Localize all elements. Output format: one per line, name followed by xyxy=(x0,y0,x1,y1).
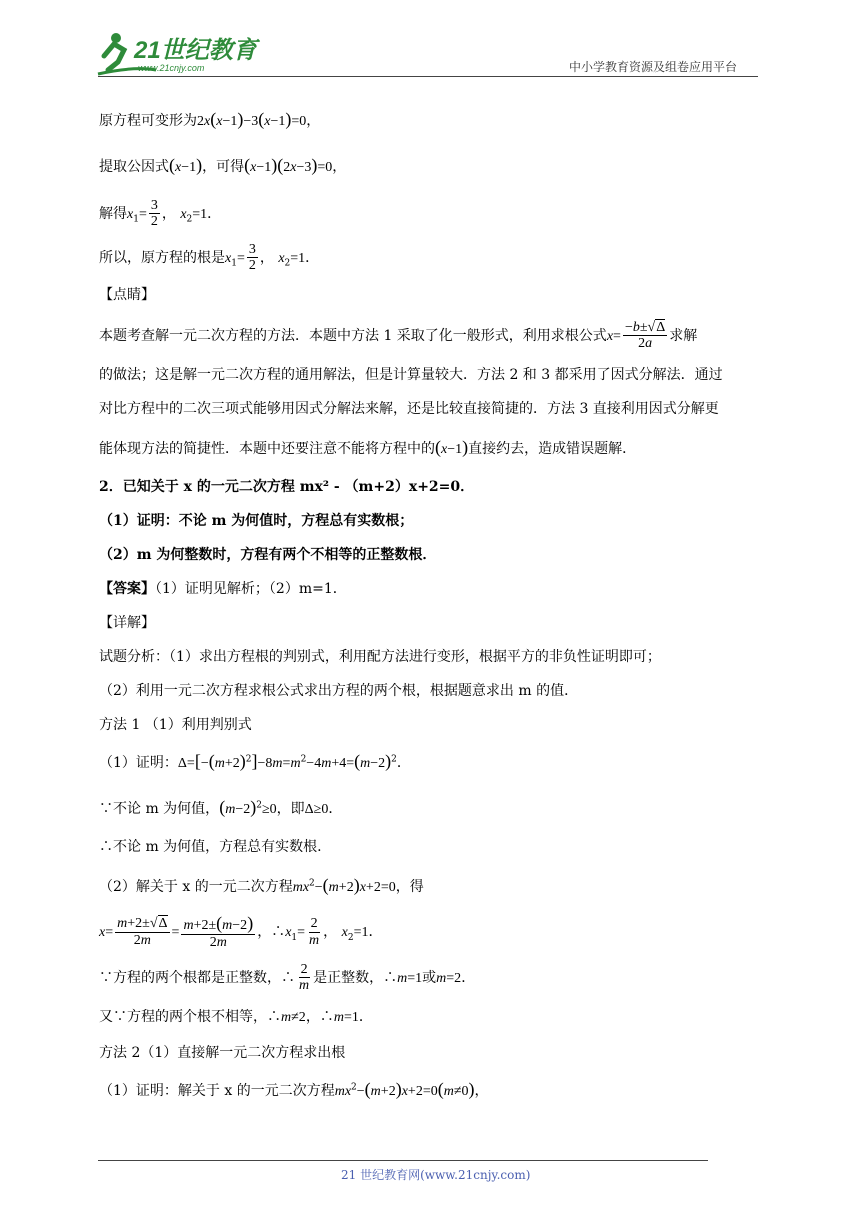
method-1-heading: 方法 1 （1）利用判别式 xyxy=(99,717,252,733)
footer-text: 21 世纪教育网(www.21cnjy.com) xyxy=(341,1168,531,1182)
root-formula: x= $\frac{m+2\pm√\Delta}{2m}$ = $\frac{m+2\pm(m-2)}{2m}$ ，$\therefore x_1=$ $\frac{2}{m}$ ， $x_2=1$． xyxy=(99,913,383,950)
question-2: 2．已知关于 x 的一元二次方程 mx² - （m+2）x+2=0． xyxy=(99,479,475,495)
unequal-roots-condition: 又∵方程的两个根不相等，∴m≠2，∴m=1． xyxy=(99,1009,373,1025)
analysis-line-2: （2）利用一元二次方程求根公式求出方程的两个根，根据题意求出 m 的值． xyxy=(99,683,579,699)
svg-text:21世纪教育: 21世纪教育 xyxy=(134,37,257,64)
comment-line-4: 能体现方法的简捷性．本题中还要注意不能将方程中的(x−1)直接约去，造成错误题解． xyxy=(99,437,637,457)
platform-name: 中小学教育资源及组卷应用平台 xyxy=(569,60,738,74)
solve-equation: （2）解关于 x 的一元二次方程$mx^2-(m+2)x+2=0$，得 xyxy=(99,875,424,895)
factor-out: 提取公因式(x−1)，可得(x−1)(2x−3)=0， xyxy=(99,155,347,175)
svg-text:www.21cnjy.com: www.21cnjy.com xyxy=(138,63,205,73)
comment-label: 【点睛】 xyxy=(99,287,155,303)
comment-line-1: 本题考查解一元二次方程的方法．本题中方法 1 采取了化一般形式，利用求根公式x= $\frac{-b\pm√\Delta}{2a}$ 求解 xyxy=(99,320,698,352)
site-logo xyxy=(94,26,264,78)
comment-line-3: 对比方程中的二次三项式能够用因式分解法来解，还是比较直接简捷的．方法 3 直接利用因式分解更 xyxy=(99,401,719,417)
answer-line: 【答案】（1）证明见解析；（2）m=1． xyxy=(99,581,347,597)
discriminant-proof: （1）证明：$\Delta=[-(m+2)^2]-8m=m^2-4m+4=(m-2)^2$． xyxy=(99,751,411,771)
since-nonnegative: ∵不论 m 为何值，$(m-2)^2\ge 0$，即Δ≥0． xyxy=(99,797,343,817)
solution-line: 解得$x_1=$ $\frac{3}{2}$ ， $x_2=1$． xyxy=(99,198,222,230)
conclusion-real-roots: ∴不论 m 为何值，方程总有实数根. xyxy=(99,839,322,855)
roots-line: 所以，原方程的根是$x_1=$ $\frac{3}{2}$ ， $x_2=1$． xyxy=(99,242,320,274)
comment-line-2: 的做法；这是解一元二次方程的通用解法，但是计算量较大．方法 2 和 3 都采用了因式分解法．通过 xyxy=(99,367,723,383)
equation-rewrite: 原方程可变形为2x(x−1)−3(x−1)=0， xyxy=(99,109,321,129)
footer-divider xyxy=(98,1160,708,1161)
positive-integer-condition: ∵方程的两个根都是正整数，∴ $\frac{2}{m}$ 是正整数，∴m=1或m=2． xyxy=(99,962,476,994)
header-divider xyxy=(98,76,758,77)
question-2-part-2: （2）m 为何整数时，方程有两个不相等的正整数根． xyxy=(99,547,437,563)
detail-label: 【详解】 xyxy=(99,615,155,631)
method-2-heading: 方法 2（1）直接解一元二次方程求出根 xyxy=(99,1045,346,1061)
analysis-line-1: 试题分析：（1）求出方程根的判别式，利用配方法进行变形，根据平方的非负性证明即可； xyxy=(99,649,661,665)
method-2-proof: （1）证明：解关于 x 的一元二次方程$mx^2-(m+2)x+2=0(m\ne 0)$， xyxy=(99,1079,489,1099)
question-2-part-1: （1）证明：不论 m 为何值时，方程总有实数根； xyxy=(99,513,414,529)
